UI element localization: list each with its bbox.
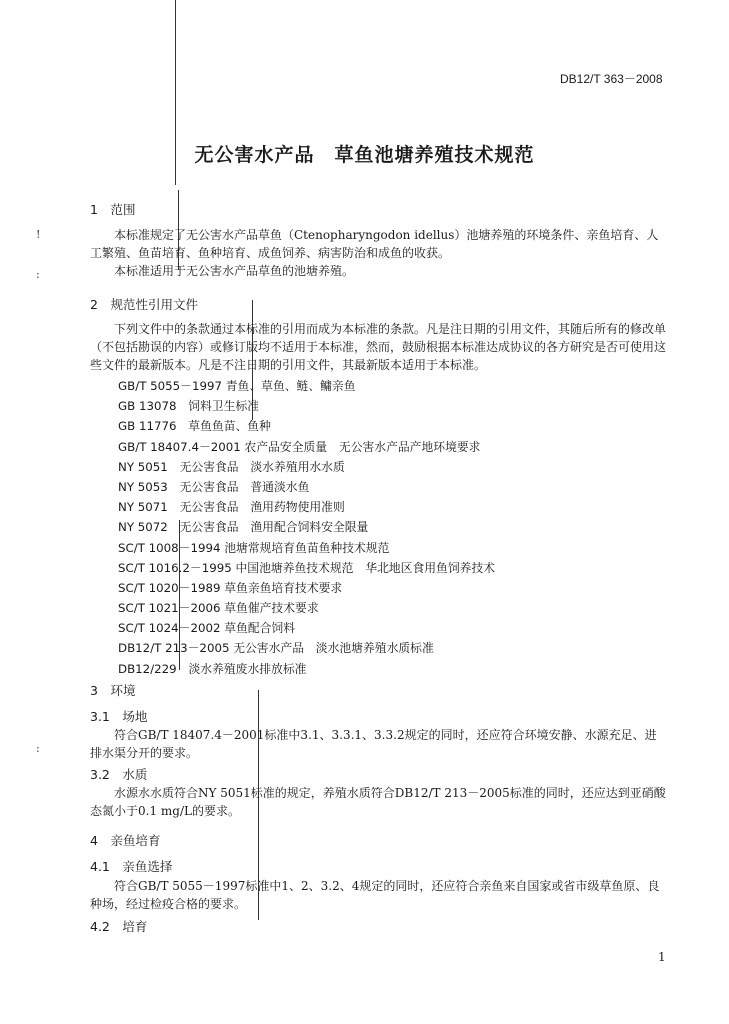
paragraph: 水源水水质符合NY 5051标准的规定，养殖水质符合DB12/T 213－2005标准的同时，还应达到亚硝酸态氮小于0.1 mg/L的要求。 — [90, 786, 666, 818]
reference-item: SC/T 1020－1989 草鱼亲鱼培育技术要求 — [118, 580, 343, 595]
paragraph: 本标准规定了无公害水产品草鱼（Ctenopharyngodon idellus）池塘养殖的环境条件、亲鱼培育、人工繁殖、鱼苗培育、鱼种培育、成鱼饲养、病害防治和成鱼的收获。 — [90, 228, 659, 260]
reference-item: GB/T 18407.4－2001 农产品安全质量 无公害水产品产地环境要求 — [118, 439, 481, 454]
margin-mark: : — [36, 742, 40, 755]
reference-item: GB/T 5055－1997 青鱼、草鱼、鲢、鳙亲鱼 — [118, 379, 356, 393]
subsection-heading: 4.2 培育 — [90, 919, 148, 934]
reference-item: DB12/229 淡水养殖废水排放标准 — [118, 661, 307, 676]
page-title: 无公害水产品 草鱼池塘养殖技术规范 — [194, 144, 535, 166]
paragraph: 本标准适用于无公害水产品草鱼的池塘养殖。 — [114, 264, 355, 278]
reference-item: SC/T 1016.2－1995 中国池塘养鱼技术规范 华北地区食用鱼饲养技术 — [118, 560, 496, 575]
document-number: DB12/T 363－2008 — [560, 72, 663, 86]
reference-list — [118, 377, 495, 680]
paragraph: 下列文件中的条款通过本标准的引用而成为本标准的条款。凡是注日期的引用文件，其随后所有的修改单（不包括勘误的内容）或修订版均不适用于本标准，然而，鼓励根据本标准达成协议的各方研究是否可使用这些文件的最新版本。凡是不注日期的引用文件，其最新版本适用于本标准。 — [90, 322, 667, 372]
reference-item: SC/T 1021－2006 草鱼催产技术要求 — [118, 601, 319, 616]
margin-mark: : — [36, 268, 40, 281]
reference-item: GB 11776 草鱼鱼苗、鱼种 — [118, 419, 271, 434]
reference-item: NY 5053 无公害食品 普通淡水鱼 — [118, 479, 310, 494]
reference-item: NY 5072 无公害食品 渔用配合饲料安全限量 — [118, 520, 369, 535]
section-heading: 3 环境 — [90, 683, 136, 698]
margin-mark: ! — [36, 228, 41, 241]
subsection-heading: 4.1 亲鱼选择 — [90, 859, 173, 874]
paragraph: 符合GB/T 18407.4－2001标准中3.1、3.3.1、3.3.2规定的同时，还应符合环境安静、水源充足、进排水渠分开的要求。 — [90, 728, 657, 760]
section-heading: 2 规范性引用文件 — [90, 297, 198, 312]
section-heading: 4 亲鱼培育 — [90, 833, 161, 848]
subsection-heading: 3.2 水质 — [90, 767, 148, 782]
paragraph: 符合GB/T 5055－1997标准中1、2、3.2、4规定的同时，还应符合亲鱼来自国家或省市级草鱼原、良种场，经过检疫合格的要求。 — [90, 879, 660, 911]
reference-item: NY 5071 无公害食品 渔用药物使用准则 — [118, 500, 345, 515]
reference-item: NY 5051 无公害食品 淡水养殖用水水质 — [118, 459, 345, 474]
reference-item: SC/T 1024－2002 草鱼配合饲料 — [118, 621, 296, 636]
reference-item: GB 13078 饲料卫生标准 — [118, 399, 260, 414]
subsection-heading: 3.1 场地 — [90, 709, 148, 724]
reference-item: SC/T 1008－1994 池塘常规培育鱼苗鱼种技术规范 — [118, 540, 390, 555]
page-number: 1 — [658, 950, 666, 964]
reference-item: DB12/T 213－2005 无公害水产品 淡水池塘养殖水质标准 — [118, 641, 434, 656]
section-heading: 1 范围 — [90, 202, 136, 217]
